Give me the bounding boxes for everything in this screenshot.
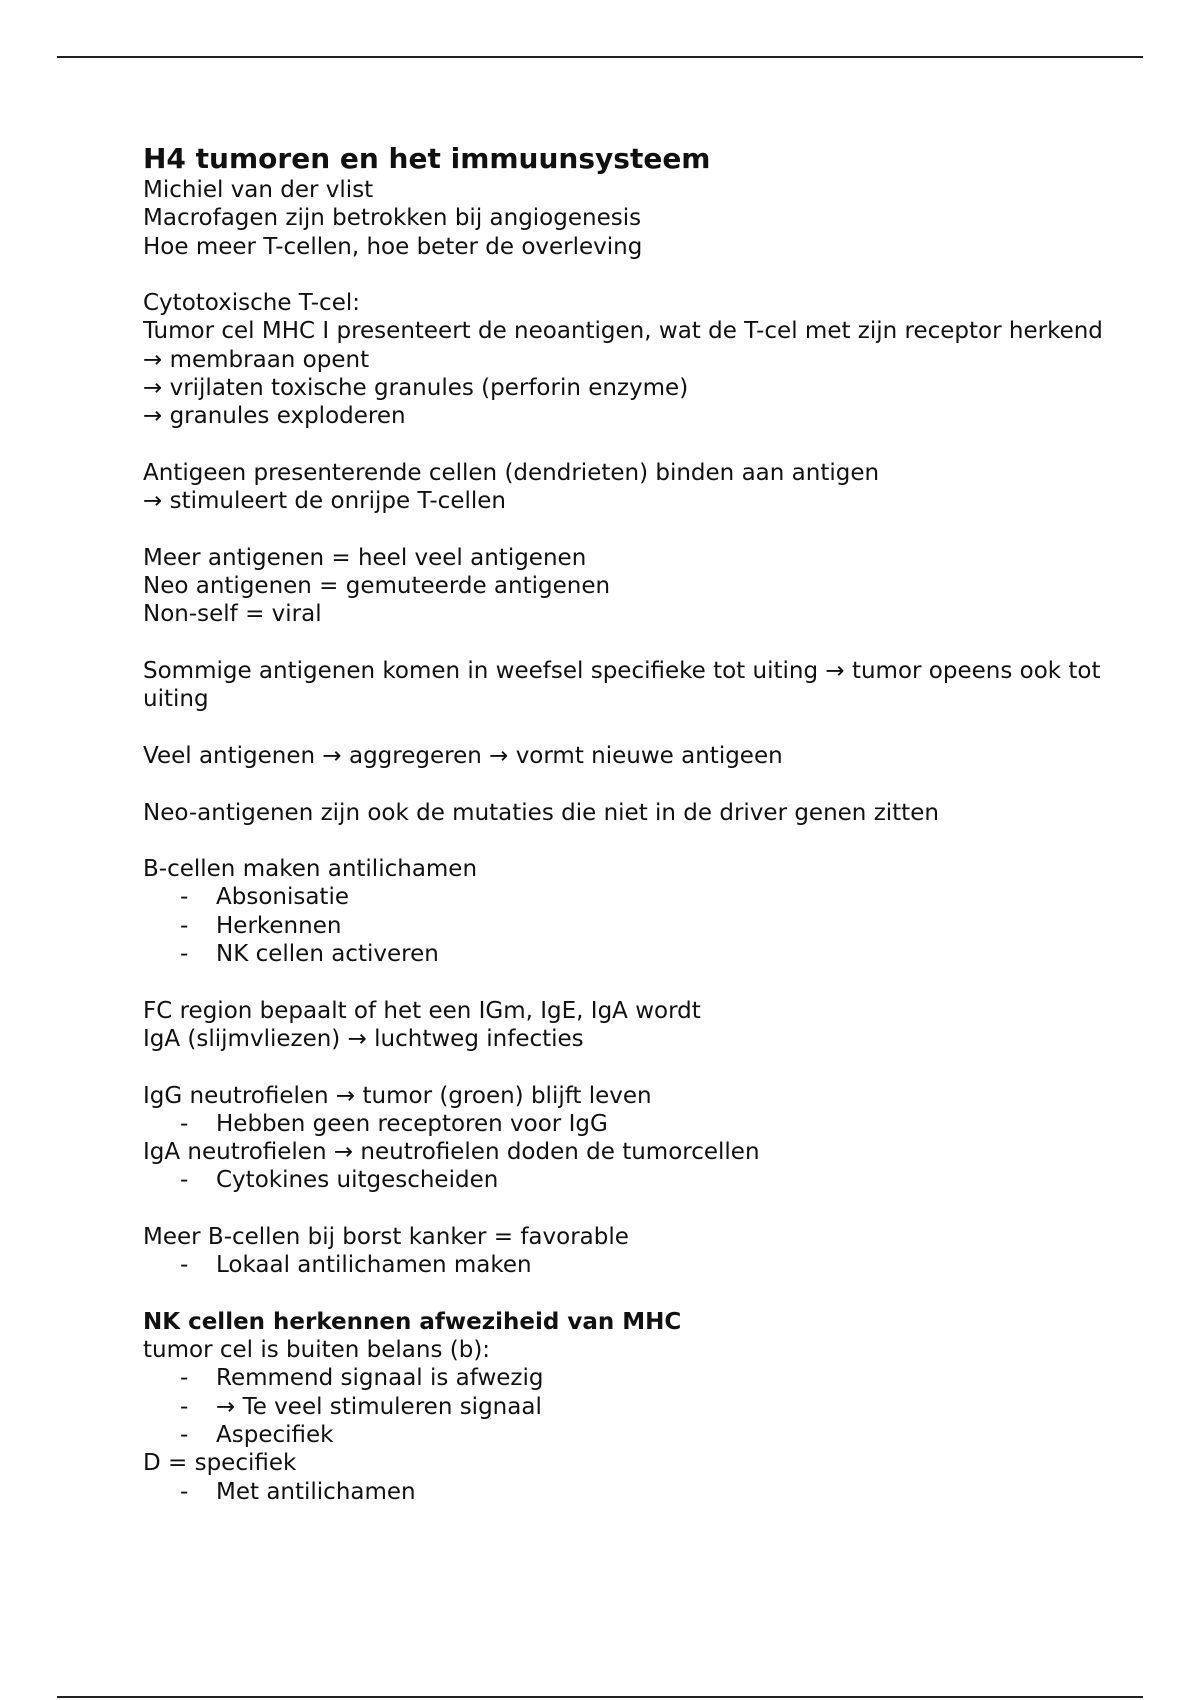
text-line: Meer antigenen = heel veel antigenen [143, 544, 587, 571]
list-item: - Cytokines uitgescheiden [180, 1167, 499, 1194]
section-heading: NK cellen herkennen afweziheid van MHC [143, 1308, 682, 1335]
text-line: B-cellen maken antilichamen [143, 856, 478, 883]
paragraph-gap [143, 827, 1103, 855]
text-line: Antigeen presenterende cellen (dendrieten) binden aan antigen [143, 459, 880, 486]
list-item: - Remmend signaal is afwezig [180, 1365, 544, 1392]
bullet-dash: - [180, 1365, 189, 1392]
paragraph-gap [143, 1053, 1103, 1081]
paragraph-gap [143, 516, 1103, 544]
text-line: Veel antigenen → aggregeren → vormt nieuwe antigeen [143, 742, 783, 769]
bullet-dash: - [180, 1478, 189, 1505]
author-line: Michiel van der vlist [143, 177, 374, 203]
text-line: → vrijlaten toxische granules (perforin enzyme) [143, 375, 689, 402]
text-line: IgA neutrofielen → neutrofielen doden de tumorcellen [143, 1139, 760, 1166]
text-line: → stimuleert de onrijpe T-cellen [143, 488, 506, 515]
paragraph-gap [143, 770, 1103, 798]
text-line: Meer B-cellen bij borst kanker = favorable [143, 1223, 629, 1250]
list-item: - Met antilichamen [180, 1478, 416, 1505]
text-line: IgG neutrofielen → tumor (groen) blijft leven [143, 1082, 652, 1109]
text-line: Neo antigenen = gemuteerde antigenen [143, 573, 611, 600]
bullet-dash: - [180, 941, 189, 968]
section-label: Cytotoxische T-cel: [143, 290, 360, 317]
list-item: - NK cellen activeren [180, 941, 439, 968]
bullet-dash: - [180, 1167, 189, 1194]
list-item: - Herkennen [180, 912, 342, 939]
list-item: - Absonisatie [180, 884, 349, 911]
bullet-dash: - [180, 1393, 189, 1420]
text-line: Non-self = viral [143, 601, 322, 628]
text-line: Tumor cel MHC I presenteert de neoantigen, wat de T-cel met zijn receptor herkend [143, 318, 1103, 345]
list-item: - → Te veel stimuleren signaal [180, 1393, 542, 1420]
bullet-dash: - [180, 1422, 189, 1449]
paragraph-gap [143, 1195, 1103, 1223]
paragraph-gap [143, 1280, 1103, 1308]
document-body [143, 142, 1108, 1506]
paragraph-gap [143, 261, 1103, 289]
text-line: → membraan opent [143, 346, 370, 373]
list-item: - Hebben geen receptoren voor IgG [180, 1110, 608, 1137]
text-line: → granules exploderen [143, 403, 406, 430]
footer-rule [57, 1696, 1143, 1698]
paragraph-gap [143, 968, 1103, 996]
text-line: Hoe meer T-cellen, hoe beter de overleving [143, 233, 643, 260]
bullet-dash: - [180, 912, 189, 939]
text-line: tumor cel is buiten belans (b): [143, 1337, 491, 1364]
bullet-dash: - [180, 1110, 189, 1137]
bullet-dash: - [180, 1252, 189, 1279]
text-line: Sommige antigenen komen in weefsel specifieke tot uiting → tumor opeens ook tot uiting [143, 658, 1108, 713]
paragraph-gap [143, 431, 1103, 459]
page-title: H4 tumoren en het immuunsysteem [143, 142, 711, 175]
header-rule [57, 56, 1143, 58]
paragraph-gap [143, 714, 1103, 742]
bullet-dash: - [180, 884, 189, 911]
paragraph-gap [143, 629, 1103, 657]
text-line: FC region bepaalt of het een IGm, IgE, IgA wordt [143, 997, 701, 1024]
text-line: IgA (slijmvliezen) → luchtweg infecties [143, 1025, 584, 1052]
text-line: Macrofagen zijn betrokken bij angiogenesis [143, 205, 642, 232]
list-item: - Aspecifiek [180, 1422, 334, 1449]
list-item: - Lokaal antilichamen maken [180, 1252, 532, 1279]
text-line: D = specifiek [143, 1450, 297, 1477]
text-line: Neo-antigenen zijn ook de mutaties die niet in de driver genen zitten [143, 799, 939, 826]
